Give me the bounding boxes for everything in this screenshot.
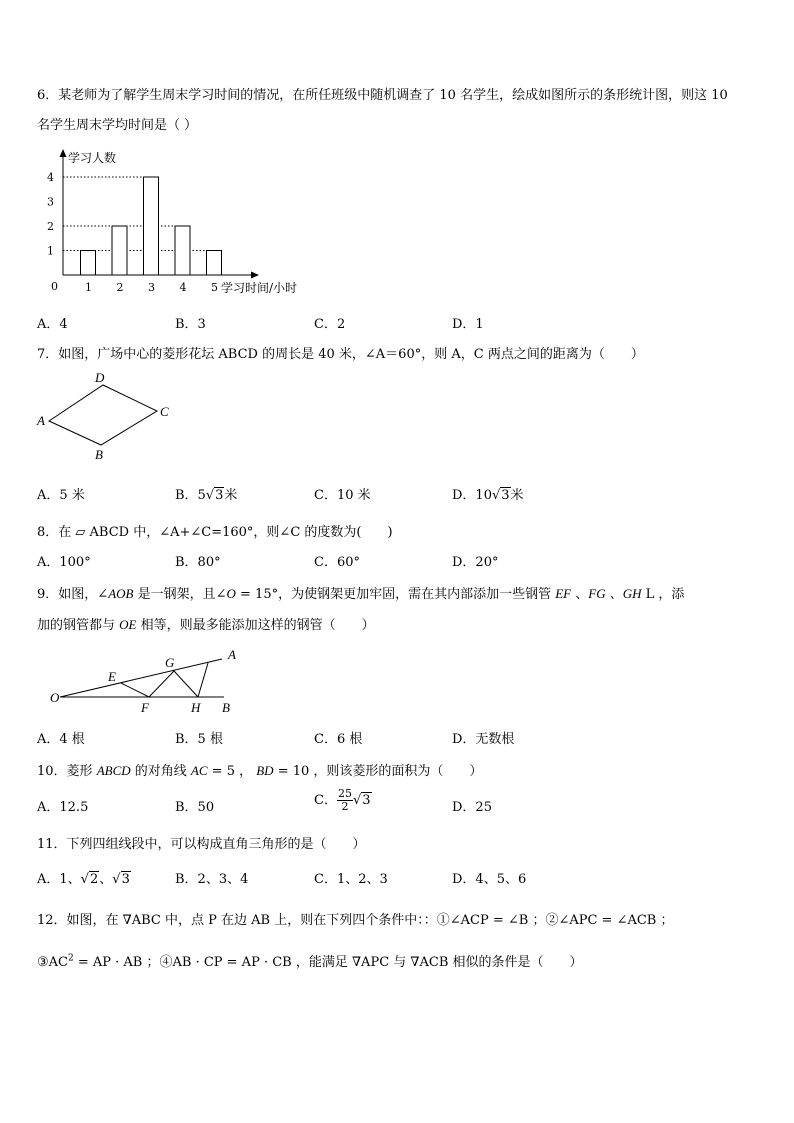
- q10-option-b[interactable]: B．50: [175, 800, 215, 815]
- q6-option-c[interactable]: C．2: [314, 317, 346, 332]
- q7-option-d-radicand: 3: [501, 488, 510, 503]
- x-tick-label: 4: [179, 281, 187, 294]
- q6-option-d[interactable]: D．1: [452, 317, 484, 332]
- label-c: C: [160, 404, 169, 419]
- x-tick-label: 3: [148, 281, 155, 294]
- q8-option-c[interactable]: C．60°: [314, 555, 360, 570]
- q8-option-b[interactable]: B．80°: [175, 555, 221, 570]
- q9-stem-line1: 9．如图，∠AOB 是一钢架，且∠O = 15°，为使钢架更加牢固，需在其内部添加一些钢管 EF 、FG 、GH L ，添: [37, 586, 685, 602]
- q9-text: = 15°，为使钢架更加牢固，需在其内部添加一些钢管: [235, 587, 556, 602]
- q10-option-c-prefix: C．: [314, 793, 337, 808]
- q9-segment-oe: OE: [119, 617, 137, 632]
- q9-stem-line2: [37, 614, 375, 633]
- radical-sign: √: [205, 488, 215, 503]
- q11-stem: 11．下列四组线段中，可以构成直角三角形的是（ ）: [37, 837, 366, 852]
- fraction: [337, 788, 353, 813]
- steel-pipe-h-a: [198, 663, 208, 697]
- q10-text: = 5 ，: [207, 764, 257, 779]
- q9-angle-o: O: [226, 586, 236, 601]
- q7-stem: 7．如图，广场中心的菱形花坛 ABCD 的周长是 40 米，∠A＝60°，则 A，C 两点之间的距离为（ ）: [37, 347, 644, 362]
- fraction-numerator: 25: [337, 787, 352, 800]
- q7-option-b-radicand: 3: [215, 488, 224, 503]
- q10-rhombus-name: ABCD: [96, 763, 131, 778]
- bar: [112, 226, 127, 275]
- x-axis-arrow: [251, 272, 259, 279]
- q12-superscript: 2: [68, 953, 74, 964]
- y-tick-label: 1: [47, 244, 54, 258]
- bar: [144, 177, 159, 275]
- q9-option-c[interactable]: C．6 根: [314, 732, 363, 747]
- label-b: B: [222, 700, 230, 715]
- origin-label: 0: [51, 280, 58, 293]
- rhombus-figure: [35, 370, 175, 460]
- q8-stem: 8．在 ▱ ABCD 中，∠A+∠C=160°，则∠C 的度数为( ): [37, 525, 393, 540]
- q8-option-d[interactable]: D．20°: [452, 555, 499, 570]
- q12-stem-line1: 12．如图，在 ∇ABC 中，点 P 在边 AB 上，则在下列四个条件中：：①∠ACP = ∠B ；②∠APC = ∠ACB ；: [37, 913, 674, 928]
- q9-segment-gh: GH: [622, 586, 642, 601]
- radical-sign: √: [352, 793, 362, 808]
- q10-text: 10．菱形: [37, 764, 97, 779]
- q6-stem-line2: 名学生周末学均时间是（ ）: [37, 118, 198, 133]
- q11-option-b[interactable]: B．2、3、4: [175, 872, 249, 887]
- steel-pipes-ef-fg-gh: [121, 671, 198, 697]
- q6-option-b[interactable]: B．3: [175, 317, 206, 332]
- q11-option-a-sep: 、: [99, 872, 113, 887]
- q11-option-a-prefix: A．1、: [37, 872, 81, 887]
- bar-chart: [40, 145, 300, 295]
- q11-option-d[interactable]: D．4、5、6: [452, 872, 527, 887]
- label-d: D: [95, 370, 105, 385]
- y-tick-labels: [47, 171, 54, 258]
- q7-option-c[interactable]: C．10 米: [314, 488, 371, 503]
- q6-stem-line1: 6．某老师为了解学生周末学习时间的情况，在所任班级中随机调查了 10 名学生，绘成如图所示的条形统计图，则这 10: [37, 88, 728, 103]
- q11-option-a-radicand-2: 3: [121, 872, 130, 887]
- q9-sep: 、: [571, 587, 589, 602]
- q10-text: = 10 ，则该菱形的面积为（ ）: [273, 764, 483, 779]
- y-tick-label: 2: [47, 220, 54, 233]
- q6-option-a[interactable]: A．4: [37, 317, 68, 332]
- x-tick-labels: [85, 281, 218, 294]
- q9-text: L ，添: [641, 587, 685, 602]
- q10-option-a[interactable]: A．12.5: [37, 800, 89, 815]
- bar: [81, 251, 96, 276]
- y-axis-label: 学习人数: [68, 151, 117, 165]
- bar: [207, 251, 222, 276]
- rhombus-abcd: [49, 385, 157, 445]
- q9-option-b[interactable]: B．5 根: [175, 732, 223, 747]
- radical-sign: √: [491, 488, 501, 503]
- y-axis-arrow: [60, 149, 67, 157]
- q9-angle-name: AOB: [108, 586, 134, 601]
- q9-segment-ef: EF: [555, 586, 572, 601]
- label-o: O: [50, 690, 60, 705]
- q10-option-d[interactable]: D．25: [452, 800, 492, 815]
- q9-segment-fg: FG: [588, 586, 606, 601]
- q9-text: 是一钢架，且∠: [133, 587, 227, 602]
- reference-lines: [63, 177, 222, 251]
- x-tick-label: 2: [116, 281, 124, 294]
- q10-option-c[interactable]: [314, 788, 372, 813]
- x-axis-label: 学习时间/小时: [221, 281, 298, 295]
- q10-diagonal-ac: AC: [190, 763, 208, 778]
- q7-option-a[interactable]: A．5 米: [37, 488, 85, 503]
- q7-option-b-prefix: B．5: [175, 488, 206, 503]
- q10-stem: [37, 760, 482, 779]
- q9-sep: 、: [605, 587, 623, 602]
- q11-option-a-radicand-1: 2: [89, 872, 99, 887]
- label-g: G: [165, 655, 175, 670]
- label-f: F: [141, 700, 149, 715]
- q9-text: 相等，则最多能添加这样的钢管（ ）: [136, 618, 375, 633]
- q9-option-d[interactable]: D．无数根: [452, 732, 515, 747]
- radical-sign: √: [80, 872, 89, 887]
- label-e: E: [108, 669, 116, 684]
- fraction-denominator: 2: [341, 800, 349, 813]
- q12-text: = AP · AB ；④AB · CP = AP · CB ，能满足 ∇APC 与 ∇ACB 相似的条件是（ ）: [73, 955, 583, 970]
- q7-option-d-prefix: D．10: [452, 488, 492, 503]
- label-h: H: [191, 700, 201, 715]
- label-a: A: [228, 647, 236, 662]
- steel-frame-figure: [48, 645, 258, 715]
- q7-option-b-unit: 米: [224, 488, 238, 503]
- label-a: A: [37, 413, 45, 428]
- q7-option-d[interactable]: [452, 484, 524, 503]
- radical-sign: √: [112, 872, 121, 887]
- bar: [175, 226, 190, 275]
- y-tick-label: 4: [47, 171, 54, 184]
- q10-text: 的对角线: [130, 764, 191, 779]
- q10-option-c-radicand: 3: [362, 793, 371, 808]
- y-tick-label: 3: [47, 195, 54, 209]
- q11-option-a[interactable]: [37, 868, 131, 887]
- q12-stem-line2: [37, 951, 583, 970]
- ray-oa: [60, 659, 222, 697]
- q11-option-c[interactable]: C．1、2、3: [314, 872, 388, 887]
- q9-option-a[interactable]: A．4 根: [37, 732, 85, 747]
- q7-option-b[interactable]: [175, 484, 237, 503]
- x-tick-label: 1: [85, 281, 92, 294]
- q8-option-a[interactable]: A．100°: [37, 555, 91, 570]
- x-tick-label: 5: [211, 281, 218, 294]
- label-b: B: [95, 447, 103, 462]
- q10-diagonal-bd: BD: [256, 763, 274, 778]
- q12-text: ③AC: [37, 955, 68, 970]
- q9-text: 9．如图，: [37, 587, 98, 602]
- q9-text: 加的钢管都与: [37, 618, 120, 633]
- q7-option-d-unit: 米: [510, 488, 524, 503]
